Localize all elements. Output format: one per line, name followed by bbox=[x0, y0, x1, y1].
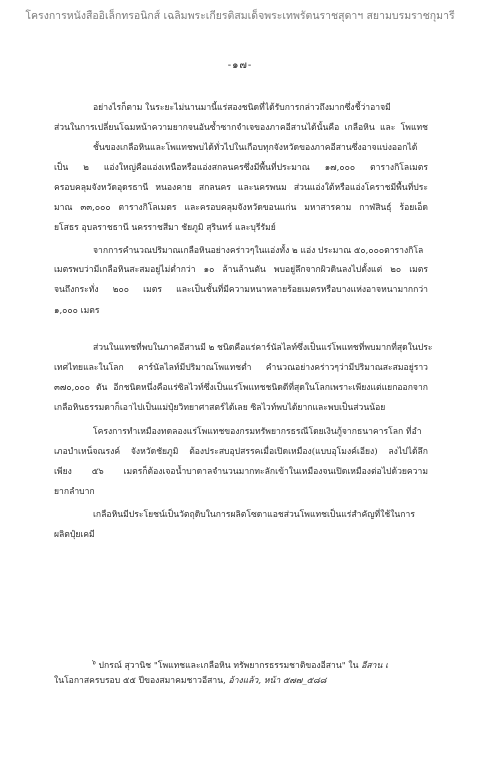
paragraph-5-line-2: ผลิตปุ๋ยเคมี bbox=[54, 530, 95, 540]
page-number: -๑๗- bbox=[227, 60, 253, 71]
footnote-marker: ๖ bbox=[92, 659, 96, 666]
paragraph-3-line-2: เทศไทยและในโลก คาร์นัลไลท์มีปริมาณโพแทชต่ำ คำนวณอย่างคร่าวๆว่ามีปริมาณสะสมอยู่ราว bbox=[54, 363, 428, 373]
paragraph-4-line-4: ยากลำบาก bbox=[54, 487, 95, 497]
paragraph-5-line-1: เกลือหินมีประโยชน์เป็นวัตถุดิบในการผลิตโซดาแอชส่วนโพแทชเป็นแร่สำคัญที่ใช้ในการ bbox=[93, 510, 415, 520]
paragraph-4-line-3: เพียง ๕๖ เมตรก็ต้องเจอน้ำบาดาลจำนวนมากทะลักเข้าในเหมืองจนเปิดเหมืองต่อไปด้วยความ bbox=[54, 467, 428, 477]
paragraph-2-line-2: เมตรพบว่ามีเกลือหินสะสมอยู่ไม่ต่ำกว่า ๑๐ ล้านล้านตัน พบอยู่ลึกจากผิวดินลงไปตั้งแต่ ๒๐ เมตร bbox=[54, 265, 428, 275]
paragraph-3-line-3: ๓๗๐,๐๐๐ ตัน อีกชนิดหนึ่งคือแร่ซิลไวท์ซึ่งเป็นแร่โพแทชชนิดดีที่สุดในโลกเพราะเพียงแต่แยกออกจาก bbox=[54, 383, 428, 393]
paragraph-1-line-6: มาณ ๓๓,๐๐๐ ตารางกิโลเมตร และครอบคลุมจังหวัดขอนแก่น มหาสารคาม กาฬสินธุ์ ร้อยเอ็ด bbox=[54, 203, 428, 213]
footnote-author: ปกรณ์ สุวานิช bbox=[98, 660, 152, 671]
paragraph-2-line-1: จากการคำนวณปริมาณเกลือหินอย่างคร่าวๆในแอ่งทั้ง ๒ แอ่ง ประมาณ ๕๐,๐๐๐ตารางกิโล bbox=[93, 246, 424, 256]
paragraph-1-line-3: ชั้นของเกลือหินและโพแทชพบได้ทั่วไปในเกือบทุกจังหวัดของภาคอีสานซึ่งอาจแบ่งออกได้ bbox=[93, 143, 418, 153]
footnote-line-2 bbox=[54, 675, 428, 687]
paragraph-1-line-5: ครอบคลุมจังหวัดอุดรธานี หนองคาย สกลนคร และนครพนม ส่วนแอ่งใต้หรือแอ่งโคราชมีพื้นที่ประ bbox=[54, 183, 428, 193]
paragraph-1-line-1: อย่างไรก็ตาม ในระยะไม่นานมานี้แร่สองชนิดที่ได้รับการกล่าวถึงมากซึ่งชี้ว่าอาจมี bbox=[93, 103, 391, 113]
footnote-occasion: ในโอกาสครบรอบ ๕๕ ปีของสมาคมชาวอีสาน, bbox=[54, 676, 226, 686]
paragraph-3-line-4: เกลือหินธรรมดาก็เอาไปเป็นแม่ปุ๋ยวิทยาศาสตร์ได้เลย ซิลไวท์พบได้ยากและพบเป็นส่วนน้อย bbox=[54, 403, 386, 413]
paragraph-2-line-4: ๑,๐๐๐ เมตร bbox=[54, 306, 100, 316]
footnote-reference: อ้างแล้ว, หน้า ๕๗๗_๕๘๘ bbox=[228, 676, 327, 686]
paragraph-1-line-7: ยโสธร อุบลราชธานี นครราชสีมา ชัยภูมิ สุรินทร์ และบุรีรัมย์ bbox=[54, 223, 276, 233]
footnote-book-title: อีสาน เ bbox=[361, 660, 389, 671]
paragraph-3-line-1: ส่วนในแทชที่พบในภาคอีสานมี ๒ ชนิดคือแร่คาร์นัลไลท์ซึ่งเป็นแร่โพแทชที่พบมากที่สุดในประ bbox=[93, 343, 433, 353]
footnote-title: "โพแทชและเกลือหิน ทรัพยากรธรรมชาติของอีสาน" ใน bbox=[153, 660, 359, 671]
footnote-line-1 bbox=[92, 657, 422, 672]
paragraph-4-line-1: โครงการทำเหมืองทดลองแร่โพแทชของกรมทรัพยากรธรณีโดยเงินกู้จากธนาคารโลก ที่อำ bbox=[93, 427, 422, 437]
page-header: โครงการหนังสืออิเล็กทรอนิกส์ เฉลิมพระเกียรติสมเด็จพระเทพรัตนราชสุดาฯ สยามบรมราชกุมารี bbox=[25, 10, 455, 22]
paragraph-2-line-3: จนถึงกระทั่ง ๒๐๐ เมตร และเป็นชั้นที่มีความหนาหลายร้อยเมตรหรือบางแห่งอาจหนามากกว่า bbox=[54, 285, 428, 295]
paragraph-1-line-4: เป็น ๒ แอ่งใหญ่คือแอ่งเหนือหรือแอ่งสกลนครซึ่งมีพื้นที่ประมาณ ๑๗,๐๐๐ ตารางกิโลเมตร bbox=[54, 163, 428, 173]
paragraph-4-line-2: เภอบำเหน็จณรงค์ จังหวัดชัยภูมิ ต้องประสบอุปสรรคเมื่อเปิดเหมือง(แบบอุโมงค์เอียง) ลงไปได้ลึก bbox=[54, 447, 428, 457]
paragraph-1-line-2: ส่วนในการเปลี่ยนโฉมหน้าความยากจนอันซ้ำซากจำเจของภาคอีสานได้นั้นคือ เกลือหิน และ โพแทช bbox=[54, 123, 428, 133]
